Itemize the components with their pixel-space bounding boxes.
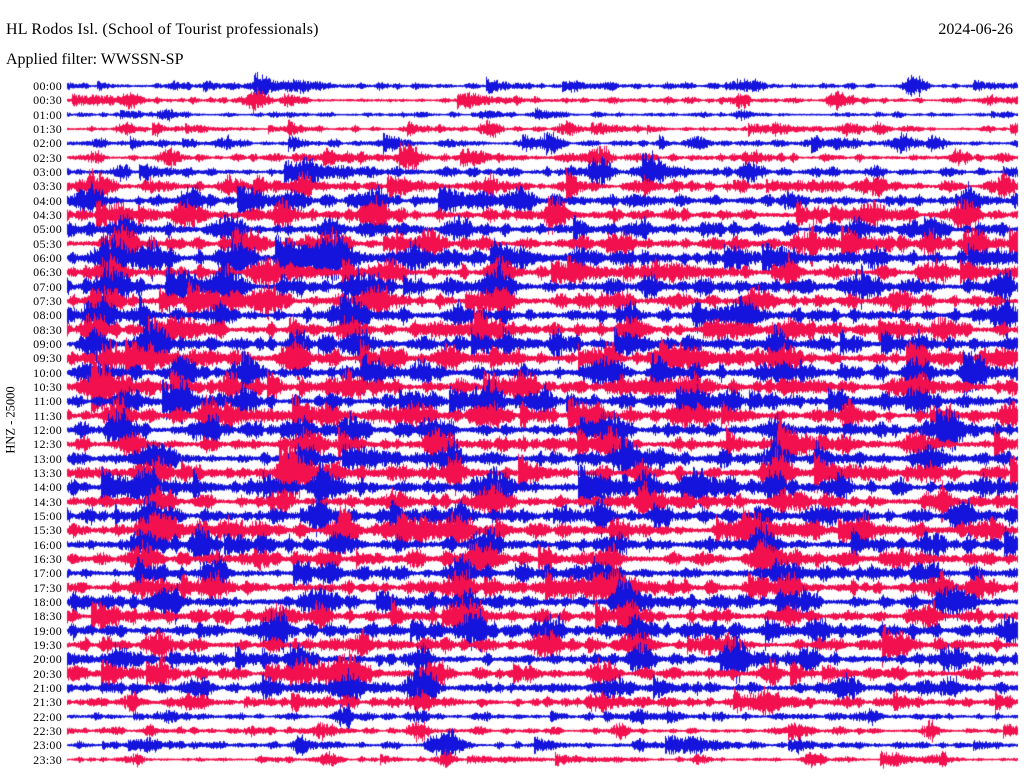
time-label-0300: 03:00 [33,164,62,179]
time-label-2000: 20:00 [33,652,62,667]
time-label-1530: 15:30 [33,523,62,538]
time-label-0830: 08:30 [33,322,62,337]
time-label-0000: 00:00 [33,79,62,93]
time-label-1430: 14:30 [33,494,62,509]
time-label-1300: 13:00 [33,451,62,466]
time-label-1630: 16:30 [33,551,62,566]
time-label-0230: 02:30 [33,150,62,165]
time-label-0730: 07:30 [33,293,62,308]
time-label-0800: 08:00 [33,308,62,323]
time-label-1100: 11:00 [33,394,62,409]
time-label-0100: 01:00 [33,107,62,122]
time-label-1800: 18:00 [33,594,62,609]
time-label-0500: 05:00 [33,222,62,237]
time-label-0600: 06:00 [33,250,62,265]
time-label-1030: 10:30 [33,379,62,394]
time-label-1900: 19:00 [33,623,62,638]
time-label-1000: 10:00 [33,365,62,380]
time-label-0930: 09:30 [33,351,62,366]
time-label-0030: 00:30 [33,93,62,108]
time-label-0630: 06:30 [33,265,62,280]
time-label-1400: 14:00 [33,480,62,495]
time-label-1330: 13:30 [33,465,62,480]
time-label-2030: 20:30 [33,666,62,681]
time-label-1230: 12:30 [33,437,62,452]
time-label-2300: 23:00 [33,738,62,753]
channel-scale-label: HNZ - 25000 [3,386,18,454]
time-label-1730: 17:30 [33,580,62,595]
time-label-1830: 18:30 [33,609,62,624]
time-label-1200: 12:00 [33,422,62,437]
time-label-1600: 16:00 [33,537,62,552]
time-label-1930: 19:30 [33,637,62,652]
time-label-2130: 21:30 [33,695,62,710]
time-label-2200: 22:00 [33,709,62,724]
time-label-1500: 15:00 [33,508,62,523]
station-title: HL Rodos Isl. (School of Tourist professionals) [6,21,319,38]
date-label: 2024-06-26 [938,21,1013,38]
time-label-1700: 17:00 [33,566,62,581]
time-label-0900: 09:00 [33,336,62,351]
time-label-0330: 03:30 [33,179,62,194]
time-label-0530: 05:30 [33,236,62,251]
time-label-0200: 02:00 [33,136,62,151]
time-label-0130: 01:30 [33,121,62,136]
time-label-1130: 11:30 [33,408,62,423]
time-label-0430: 04:30 [33,207,62,222]
time-label-2100: 21:00 [33,680,62,695]
applied-filter-label: Applied filter: WWSSN-SP [6,51,184,68]
time-label-2230: 22:30 [33,723,62,738]
time-label-0400: 04:00 [33,193,62,208]
time-label-0700: 07:00 [33,279,62,294]
time-label-2330: 23:30 [33,752,62,767]
